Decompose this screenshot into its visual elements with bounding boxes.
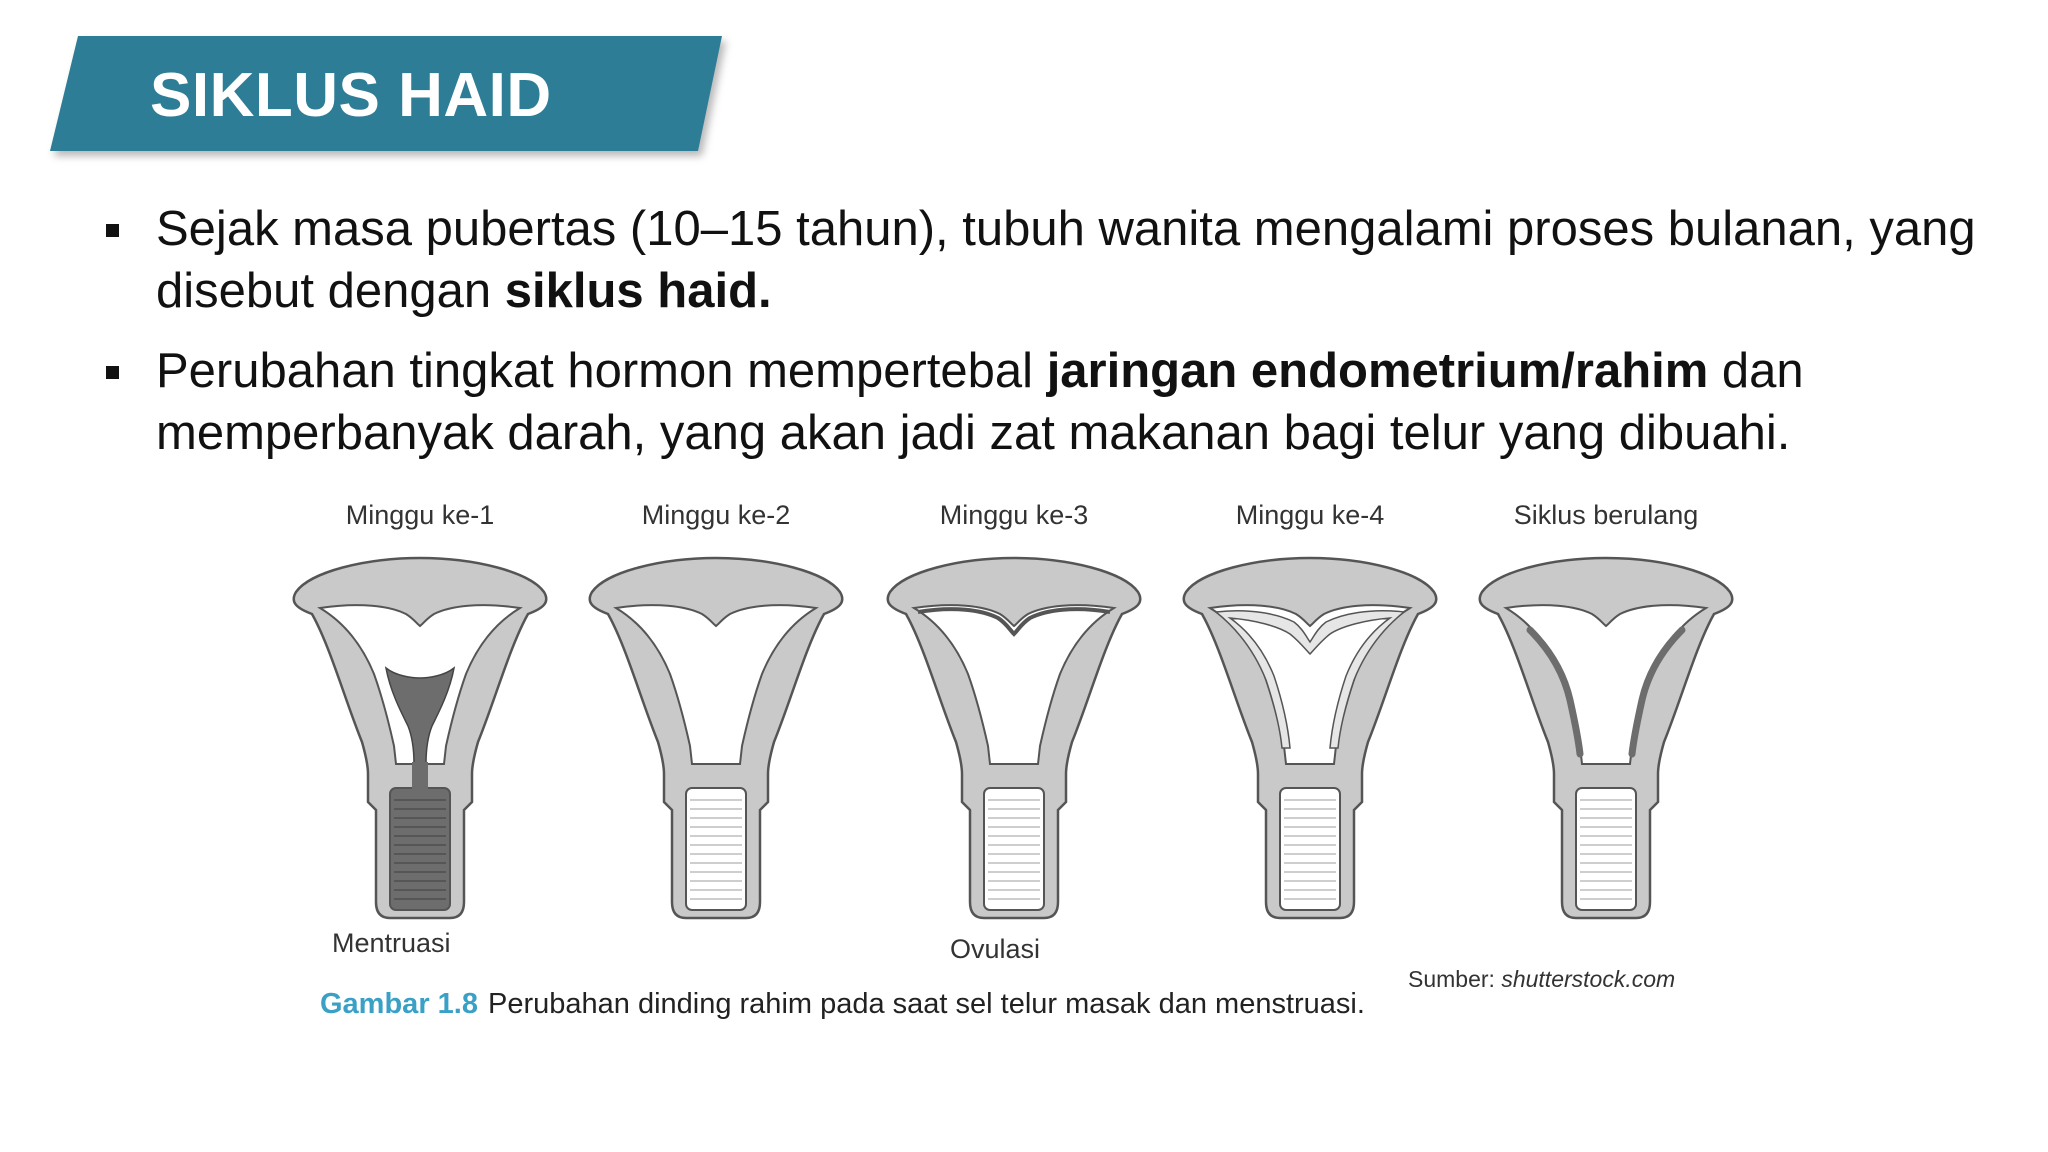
uterus-diagram [1180,550,1440,930]
uterus-cycle-figure [270,488,1790,1028]
caption-text: Perubahan dinding rahim pada saat sel telur masak dan menstruasi. [487,988,1365,1020]
figure-caption [320,988,1365,1021]
blood-flow [412,762,428,792]
caption-number: Gambar 1.8 [320,988,478,1020]
stage-week-3 [864,488,1164,948]
square-bullet-icon [106,366,119,379]
uterus-diagram [884,550,1144,930]
title-banner [50,36,730,154]
stage-label: Siklus berulang [1513,500,1699,530]
stage-label: Minggu ke-2 [641,500,791,530]
cervical-canal [1280,788,1340,910]
bullet-item-puberty [100,198,1980,322]
stage-week-1 [270,488,570,948]
bullet-item-hormones [100,340,1980,464]
cervical-canal [686,788,746,910]
source-name: shutterstock.com [1501,966,1676,992]
image-source: Sumber: shutterstock.com [1408,966,1676,992]
cervical-canal [390,788,450,910]
bullet-text-2: Perubahan tingkat hormon mempertebal jaringan endometrium/rahim dan memperbanyak darah, yang akan jadi zat makanan bagi telur yang dibuahi. [156,344,1804,460]
stage-week-4 [1160,488,1460,948]
stage-cycle-repeats [1456,488,1756,948]
stage-label: Minggu ke-4 [1235,500,1385,530]
stage-week-2 [566,488,866,948]
slide-title: SIKLUS HAID [150,61,552,130]
bold-term-endometrium: jaringan endometrium/rahim [1046,344,1709,398]
cervical-canal [984,788,1044,910]
stage-label: Minggu ke-3 [939,500,1089,530]
uterus-diagram [290,550,550,930]
ovulation-label: Ovulasi [950,934,1041,964]
uterus-diagram [586,550,846,930]
uterus-diagram [1476,550,1736,930]
menstruation-label: Mentruasi [332,928,451,958]
bullet-list [100,198,1980,482]
square-bullet-icon [106,224,119,237]
bold-term-siklus-haid: siklus haid. [504,264,772,318]
cervical-canal [1576,788,1636,910]
bullet-text-1: Sejak masa pubertas (10–15 tahun), tubuh wanita mengalami proses bulanan, yang disebut dengan siklus haid. [156,202,1976,318]
stage-label: Minggu ke-1 [345,500,495,530]
